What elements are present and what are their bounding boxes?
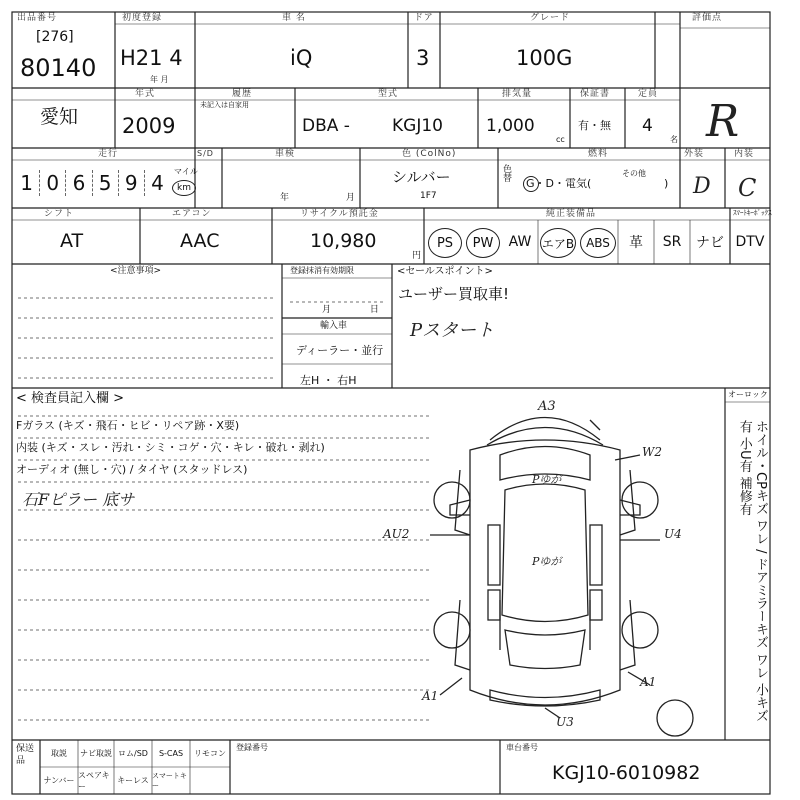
damage-label-hood: Pゆが <box>532 473 562 486</box>
storage-item: 取説 <box>51 749 67 758</box>
first-reg-unit: 年 月 <box>150 75 169 84</box>
doors-value: 3 <box>416 46 430 70</box>
chassis-label: 車台番号 <box>506 743 538 752</box>
storage-item: スマートキー <box>152 771 187 790</box>
cc-unit: cc <box>556 135 565 144</box>
capacity-label: 定員 <box>638 89 659 99</box>
color-label: 色 (ColNo) <box>402 149 457 159</box>
damage-label-rear: U3 <box>556 715 574 729</box>
storage-item: ナンバー <box>43 776 75 785</box>
equipment-airbag: エアB <box>540 228 576 258</box>
reg-number-label: 登録番号 <box>236 743 268 752</box>
storage-item: ナビ取説 <box>80 749 112 758</box>
inspection-line-interior: 内装 (キズ・スレ・汚れ・シミ・コゲ・穴・キレ・破れ・剥れ) <box>16 441 325 454</box>
storage-item: スペアキー <box>78 770 110 791</box>
displacement-label: 排気量 <box>502 89 533 99</box>
type-prefix: DBA - <box>302 116 350 136</box>
grade-label: グレード <box>530 13 571 23</box>
interior-label: 内装 <box>734 149 755 159</box>
damage-label-roof: Pゆが <box>532 555 562 568</box>
ac-value: AAC <box>180 230 220 252</box>
mileage-label: 走行 <box>98 149 119 159</box>
interior-value: C <box>738 174 757 202</box>
damage-label-w2: W2 <box>642 445 662 459</box>
grade-value: 100G <box>516 46 573 70</box>
import-dealer: ディーラー・並行 <box>296 344 384 357</box>
type-label: 型式 <box>378 89 399 99</box>
damage-label-u4: U4 <box>664 527 682 541</box>
year-value: 2009 <box>122 114 176 138</box>
storage-item: リモコン <box>194 749 226 758</box>
year-label: 年式 <box>135 89 156 99</box>
recycle-label: リサイクル預託金 <box>300 209 379 219</box>
equipment-dtv: DTV <box>735 234 765 250</box>
fuel-options: G・D・電気( <box>526 177 592 190</box>
equipment-label: 純正装備品 <box>546 209 597 219</box>
yen-unit: 円 <box>412 251 422 261</box>
equipment-abs: ABS <box>580 228 616 258</box>
exterior-label: 外装 <box>684 149 705 159</box>
warranty-label: 保証書 <box>580 89 611 99</box>
damage-label-au2: AU2 <box>383 527 410 541</box>
score-label: 評価点 <box>692 13 723 23</box>
storage-item: キーレス <box>117 776 149 785</box>
inspection-line-audio: オーディオ (無し・穴) / タイヤ (スタッドレス) <box>16 463 248 476</box>
color-value: シルバー <box>392 168 451 186</box>
mileage-unit-km: km <box>172 180 196 196</box>
displacement-value: 1,000 <box>486 116 535 136</box>
mileage-digit: 1 <box>14 170 40 196</box>
inspection-title: < 検査員記入欄 > <box>16 391 125 406</box>
inspection-side-notes: ホイル・CPキズ ワレ / ドアミラーキズ ワレ 小キズ有 小U有 補修有 <box>736 420 768 722</box>
equipment-leather: 革 <box>629 235 643 251</box>
history-note: 未記入は自家用 <box>200 101 249 109</box>
history-label: 履歴 <box>232 89 253 99</box>
color-no: 1F7 <box>420 191 437 201</box>
doors-label: ドア <box>414 13 434 23</box>
storage-item: ロム/SD <box>118 749 148 758</box>
equipment-extra-label: ｽﾏｰﾄｷｰﾎﾞｯｸｽ <box>733 209 772 217</box>
sd-label: S/D <box>197 149 214 158</box>
color-change: 色替 <box>503 165 513 184</box>
lot-number: 80140 <box>20 54 97 82</box>
mileage-digit: 4 <box>151 171 164 195</box>
capacity-unit: 名 <box>670 135 678 144</box>
inspection-handwritten-note: 石Fピラー 底サ <box>22 490 135 509</box>
sales-point: ユーザー買取車! <box>398 285 510 303</box>
type-code: KGJ10 <box>392 116 443 136</box>
capacity-value: 4 <box>642 116 653 136</box>
region-label: 愛知 <box>40 106 79 128</box>
mileage-unit-mile: マイル <box>174 167 198 176</box>
damage-label-front: A3 <box>538 399 556 414</box>
deadline-unit: 月 日 <box>322 305 379 315</box>
fuel-close: ) <box>664 177 669 190</box>
first-reg-value: H21 4 <box>120 46 183 70</box>
ac-label: エアコン <box>172 209 212 219</box>
shift-label: シフト <box>44 209 75 219</box>
storage-item: S-CAS <box>158 749 184 758</box>
mileage-digit: 9 <box>119 170 145 196</box>
score-value: R <box>706 96 740 147</box>
caution-label: <注意事項> <box>110 266 162 276</box>
damage-label-rear-left: A1 <box>422 689 439 703</box>
inspection-label: 車検 <box>275 149 296 159</box>
exterior-value: D <box>693 174 711 199</box>
lot-prefix: [276] <box>36 29 74 45</box>
equipment-navi: ナビ <box>696 235 724 251</box>
mileage-digit: 5 <box>93 170 119 196</box>
shift-value: AT <box>60 230 84 252</box>
inspection-unit: 年 月 <box>280 193 355 203</box>
sales-handwritten: Pスタート <box>410 320 495 341</box>
lot-label: 出品番号 <box>17 13 58 23</box>
deadline-label: 登録抹消有効期限 <box>290 266 354 275</box>
equipment-ps: PS <box>428 228 462 258</box>
storage-label: 保送品 <box>16 744 35 766</box>
equipment-pw: PW <box>466 228 500 258</box>
warranty-value: 有・無 <box>578 119 611 132</box>
model-value: iQ <box>290 46 313 70</box>
model-label: 車 名 <box>282 13 306 23</box>
chassis-value: KGJ10-6010982 <box>552 762 701 784</box>
inspection-line-glass: Fガラス (キズ・飛石・ヒビ・リペア跡・X要) <box>16 419 240 432</box>
equipment-sunroof: SR <box>662 234 682 250</box>
import-handle: 左H ・ 右H <box>300 374 357 387</box>
first-reg-label: 初度登録 <box>122 13 163 23</box>
damage-label-rear-right: A1 <box>640 675 657 689</box>
mileage-digit: 6 <box>66 170 92 196</box>
autolock-label: オーロック <box>728 390 768 399</box>
sales-label: <セールスポイント> <box>397 266 493 277</box>
equipment-aw: AW <box>508 234 532 250</box>
mileage-digit: 0 <box>40 170 66 196</box>
fuel-label: 燃料 <box>588 149 609 159</box>
fuel-other: その他 <box>622 169 646 178</box>
import-label: 輸入車 <box>320 321 348 331</box>
recycle-value: 10,980 <box>310 230 377 252</box>
